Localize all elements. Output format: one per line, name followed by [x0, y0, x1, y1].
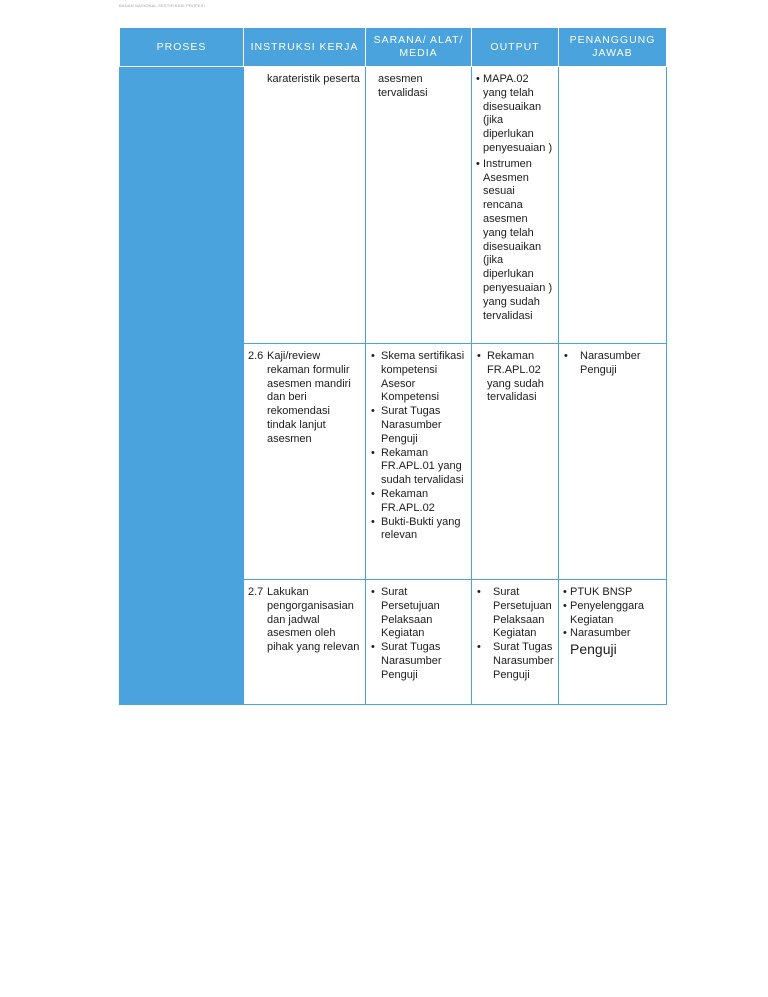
sarana-item: • Rekaman FR.APL.02 [370, 488, 467, 516]
table-row [120, 67, 667, 344]
output-item: • Instrumen Asesmen sesuai rencana asesmen yang telah disesuaikan (jika diperlukan penyesuaian ) yang sudah tervalidasi [476, 158, 554, 324]
col-header-proses: PROSES [120, 28, 244, 67]
table-header-row [120, 28, 667, 67]
instruksi-cell [244, 580, 366, 705]
instruksi-text: Lakukan pengorganisasian dan jadwal asesmen oleh pihak yang relevan [267, 586, 360, 654]
col-header-sarana: SARANA/ ALAT/ MEDIA [366, 28, 472, 67]
step-number: 2.6 [248, 350, 264, 362]
instruksi-cell [244, 67, 366, 344]
pj-item: • Narasumber [563, 627, 662, 641]
instruksi-cell [244, 344, 366, 580]
sarana-item: • Bukti-Bukti yang relevan [370, 516, 467, 544]
sarana-cell [366, 67, 472, 344]
pj-item: • PTUK BNSP [563, 586, 662, 600]
document-header-note: BADAN NASIONAL SERTIFIKASI PROFESI [119, 3, 205, 8]
pj-item-continued: Penguji [570, 641, 617, 658]
sarana-item: • Skema sertifikasi kompetensi Asesor Kompetensi [370, 350, 467, 405]
col-header-instruksi-kerja: INSTRUKSI KERJA [244, 28, 366, 67]
pj-item: • Penyelenggara Kegiatan [563, 600, 662, 628]
output-item: • Surat Persetujuan Pelaksaan Kegiatan [476, 586, 554, 641]
output-item: • Rekaman FR.APL.02 yang sudah tervalidasi [476, 350, 554, 405]
sarana-cell [366, 580, 472, 705]
proses-cell [120, 67, 244, 705]
output-cell [472, 344, 559, 580]
output-item: • MAPA.02 yang telah disesuaikan (jika diperlukan penyesuaian ) [476, 73, 554, 158]
sarana-item: • Rekaman FR.APL.01 yang sudah tervalidasi [370, 447, 467, 488]
col-header-output: OUTPUT [472, 28, 559, 67]
output-cell [472, 67, 559, 344]
sarana-item: • Surat Persetujuan Pelaksaan Kegiatan [370, 586, 467, 641]
step-number: 2.7 [248, 586, 264, 598]
sarana-item: • Surat Tugas Narasumber Penguji [370, 405, 467, 446]
pj-cell [559, 67, 667, 344]
sarana-item: • Surat Tugas Narasumber Penguji [370, 641, 467, 682]
instruksi-text: Kaji/review rekaman formulir asesmen mandiri dan beri rekomendasi tindak lanjut asesmen [267, 350, 351, 445]
sarana-cell [366, 344, 472, 580]
sarana-text: asesmen tervalidasi [378, 73, 428, 99]
pj-cell [559, 344, 667, 580]
pj-cell [559, 580, 667, 705]
pj-item: • Narasumber Penguji [563, 350, 662, 378]
output-cell [472, 580, 559, 705]
output-item: • Surat Tugas Narasumber Penguji [476, 641, 554, 682]
procedure-table [119, 27, 667, 705]
instruksi-text: karateristik peserta [267, 73, 360, 85]
col-header-penanggung-jawab: PENANGGUNG JAWAB [559, 28, 667, 67]
